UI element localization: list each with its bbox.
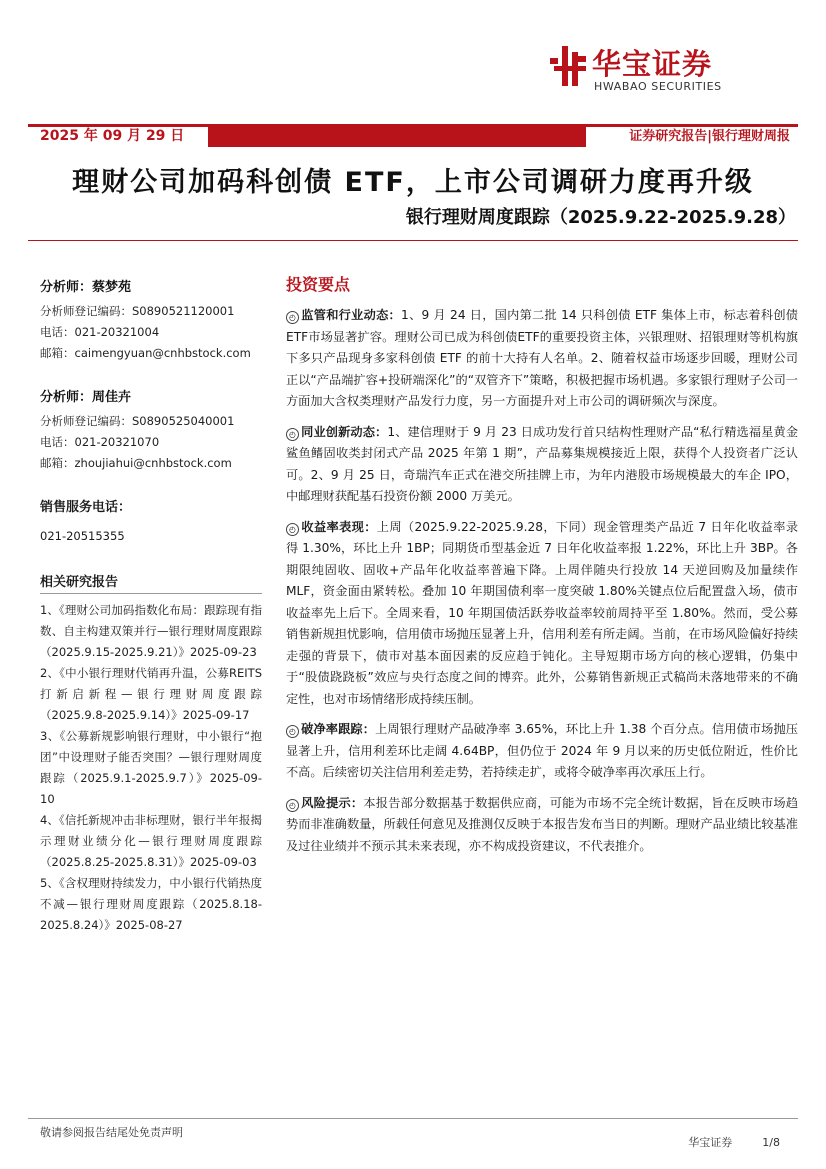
header-bar bbox=[28, 124, 798, 147]
bullet-marker-icon: ◴ bbox=[286, 523, 299, 536]
analyst-email: 邮箱：caimengyuan@cnhbstock.com bbox=[40, 346, 251, 360]
analyst-email: 邮箱：zhoujiahui@cnhbstock.com bbox=[40, 456, 232, 470]
related-reports-title: 相关研究报告 bbox=[40, 571, 262, 594]
paragraph-text: 1、9 月 24 日，国内第二批 14 只科创债 ETF 集体上市，标志着科创债ETF市场显著扩容。理财公司已成为科创债ETF的重要投资主体，兴银理财、招银理财等机构旗下多只产品现身多家科创债 ETF 的前十大持有人名单。2、随着权益市场逐步回暖，理财公司正以“产品端扩容+投研端深化”的“双管齐下”策略，积极把握市场机遇。多家银行理财子公司一方面加大含权类理财产品发行力度，另一方面提升对上市公司的调研频次与深度。 bbox=[286, 308, 798, 408]
related-report-item[interactable]: 1、《理财公司加码指数化布局：跟踪现有指数、自主构建双策并行—银行理财周度跟踪（2025.9.15-2025.9.21）》2025-09-23 bbox=[40, 603, 262, 659]
analyst-name: 分析师：周佳卉 bbox=[40, 390, 132, 405]
key-point-paragraph bbox=[286, 517, 798, 711]
paragraph-text: 上周银行理财产品破净率 3.65%，环比上升 1.38 个百分点。信用债市场抛压显著上升，信用利差环比走阔 4.64BP，但仍位于 2024 年 9 月以来的历史低位附近，性价比不高。后续密切关注信用利差走势，若持续走扩，或将令破净率再次承压上行。 bbox=[286, 722, 798, 779]
paragraph-heading: 收益率表现： bbox=[301, 519, 377, 534]
paragraph-text: 本报告部分数据基于数据供应商，可能为市场不完全统计数据，旨在反映市场趋势而非准确数量，所载任何意见及推测仅反映于本报告发布当日的判断。理财产品业绩比较基准及过往业绩并不预示其未来表现，亦不构成投资建议，不代表推介。 bbox=[286, 795, 799, 853]
footer-divider bbox=[28, 1118, 798, 1119]
report-date: 2025 年 09 月 29 日 bbox=[28, 124, 208, 147]
paragraph-text: 1、建信理财于 9 月 23 日成功发行首只结构性理财产品“私行精选福星黄金鲨鱼鳍固收类封闭式产品 2025 年第 1 期”，产品募集规模接近上限，获得个人投资者广泛认可。2、9 月 25 日，奇瑞汽车正式在港交所挂牌上市，为年内港股市场规模最大的车企 IPO，中邮理财获配基石投资份额 2000 万美元。 bbox=[286, 424, 799, 503]
title-divider bbox=[28, 240, 798, 241]
key-points-title: 投资要点 bbox=[286, 275, 351, 294]
key-point-paragraph bbox=[286, 422, 798, 508]
footer-disclaimer: 敬请参阅报告结尾处免责声明 bbox=[40, 1126, 183, 1139]
key-point-paragraph bbox=[286, 719, 798, 784]
bullet-marker-icon: ◴ bbox=[286, 428, 299, 441]
report-title: 理财公司加码科创债 ETF，上市公司调研力度再升级 bbox=[72, 167, 754, 198]
company-logo bbox=[548, 40, 780, 96]
related-report-item[interactable]: 4、《信托新规冲击非标理财，银行半年报揭示理财业绩分化—银行理财周度跟踪（2025.8.25-2025.8.31）》2025-09-03 bbox=[40, 813, 262, 869]
related-report-item[interactable]: 3、《公募新规影响银行理财，中小银行“抱团”中设理财子能否突围？—银行理财周度跟踪（2025.9.1-2025.9.7）》2025-09-10 bbox=[40, 729, 262, 806]
related-report-item[interactable]: 2、《中小银行理财代销再升温，公募REITS 打新启新程—银行理财周度跟踪（2025.9.8-2025.9.14）》2025-09-17 bbox=[40, 666, 262, 722]
related-reports-list bbox=[40, 600, 262, 936]
key-point-paragraph bbox=[286, 305, 798, 413]
analyst-reg: 分析师登记编码：S0890521120001 bbox=[40, 304, 235, 318]
key-points-section bbox=[286, 272, 798, 866]
related-report-item[interactable]: 5、《含权理财持续发力，中小银行代销热度不减—银行理财周度跟踪（2025.8.18-2025.8.24）》2025-08-27 bbox=[40, 876, 262, 932]
paragraph-heading: 破净率跟踪： bbox=[301, 722, 376, 736]
footer-company: 华宝证券 bbox=[688, 1136, 733, 1149]
left-sidebar bbox=[40, 276, 262, 936]
page-number: 1/8 bbox=[762, 1136, 780, 1149]
sales-label: 销售服务电话： bbox=[40, 500, 132, 515]
analyst-block bbox=[40, 386, 262, 474]
key-point-paragraph bbox=[286, 793, 798, 858]
analyst-tel: 电话：021-20321004 bbox=[40, 325, 160, 339]
hwabao-logo-icon bbox=[548, 44, 588, 88]
analyst-name: 分析师：蔡梦苑 bbox=[40, 280, 132, 295]
brand-en-name: HWABAO SECURITIES bbox=[594, 80, 722, 93]
analyst-reg: 分析师登记编码：S0890525040001 bbox=[40, 414, 235, 428]
paragraph-heading: 风险提示： bbox=[301, 795, 364, 810]
paragraph-heading: 监管和行业动态： bbox=[301, 308, 402, 322]
paragraph-text: 上周（2025.9.22-2025.9.28，下同）现金管理类产品近 7 日年化收益率录得 1.30%，环比上升 1BP；同期货币型基金近 7 日年化收益率报 1.22%，环比上升 3BP。各期限纯固收、固收+产品年化收益率普遍下降。上周伴随央行投放 14 天逆回购及加量续作 MLF，资金面由紧转松。叠加 10 年期国债利率一度突破 1.80%关键点位后配置盘入场，债市收益率先上后下。全周来看，10 年期国债活跃券收益率较前周持平至 1.80%。然而，受公募销售新规担忧影响，信用债市场抛压显著上升，信用利差有所走阔。当前，在市场风险偏好持续走强的背景下，债市对基本面因素的反应趋于钝化。主导短期市场方向的核心逻辑，仍集中于“股债跷跷板”效应与央行态度之间的博弈。此外，公募销售新规正式稿尚未落地带来的不确定性，也对市场情绪形成持续压制。 bbox=[286, 519, 799, 706]
bullet-marker-icon: ◴ bbox=[286, 725, 299, 738]
footer-info bbox=[658, 1134, 780, 1150]
report-type: 证券研究报告|银行理财周报 bbox=[586, 124, 798, 147]
analyst-tel: 电话：021-20321070 bbox=[40, 435, 160, 449]
sales-tel: 021-20515355 bbox=[40, 529, 125, 543]
analyst-block bbox=[40, 276, 262, 364]
report-subtitle: 银行理财周度跟踪（2025.9.22-2025.9.28） bbox=[405, 207, 796, 228]
paragraph-heading: 同业创新动态： bbox=[301, 424, 388, 439]
bullet-marker-icon: ◴ bbox=[286, 311, 299, 324]
bullet-marker-icon: ◴ bbox=[286, 799, 299, 812]
brand-cn-name: 华宝证券 bbox=[592, 47, 713, 81]
